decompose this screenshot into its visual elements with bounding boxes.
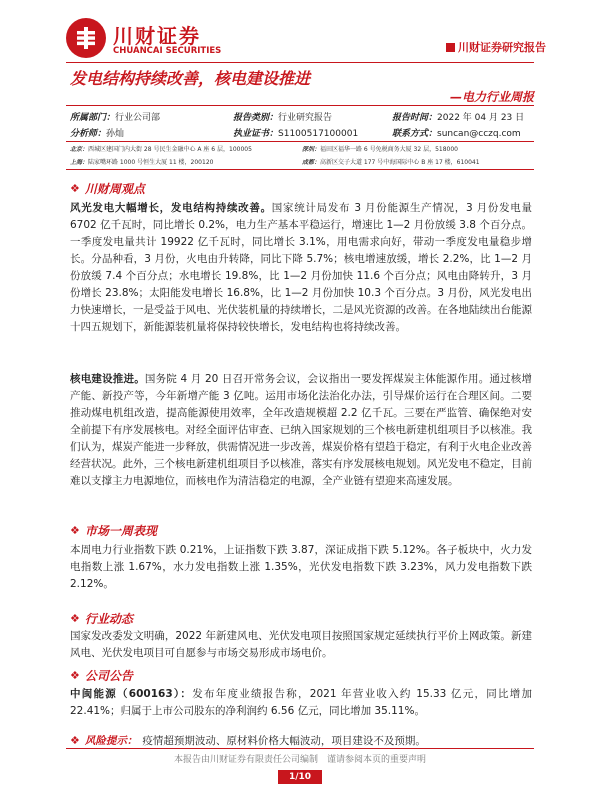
dept-label: 所属部门： [70, 113, 116, 123]
brand-name-en: CHUANCAI SECURITIES [113, 46, 222, 56]
cert-value: S1100517100001 [278, 129, 359, 139]
analyst-label: 分析师： [70, 129, 107, 139]
paragraph-body: 国务院 4 月 20 日召开常务会议，会议指出一要发挥煤炭主体能源作用。通过核增产能、新投产等，今年新增产能 3 亿吨。运用市场化法治化办法，引导煤价运行在合理区间。二要推动煤电机组改造，提高能源使用效率，全年改造规模超 2.2 亿千瓦。三要在严监管、确保绝对安全前提下有序发展核电。对经全面评估审查、已纳入国家规划的三个核电新建机组项目予以核准。我们认为，煤炭产能进一步释放，供需情况进一步改善，煤炭价格有望趋于稳定，有利于火电企业改善经营状况。此外，三个核电新建机组项目予以核准，落实有序发展核电规划。风光发电不稳定，目前难以支撑主力电源地位，而核电作为清洁稳定的电源，全产业链有望迎来高速发展。 [70, 373, 533, 487]
disclaimer: 本报告由川财证券有限责任公司编制 谨请参阅本页的重要声明 [173, 755, 426, 765]
title-divider [66, 105, 534, 106]
paragraph-lead: 核电建设推进。 [70, 373, 145, 385]
paragraph-lead: 风光发电大幅增长，发电结构持续改善。 [70, 202, 272, 214]
type-label: 报告类别： [233, 113, 279, 123]
diamond-icon: ❖ [70, 669, 80, 682]
section-industry-news [70, 610, 133, 627]
type-value: 行业研究报告 [278, 113, 333, 123]
report-title: 发电结构持续改善，核电建设推进 [70, 69, 311, 88]
shanghai-label: 上海： [70, 159, 89, 166]
footer-divider [66, 748, 534, 749]
report-tag [446, 39, 546, 55]
time-value: 2022 年 04 月 23 日 [437, 113, 525, 123]
page-number: 1/10 [278, 770, 322, 784]
section-company-announcements [70, 667, 133, 684]
chengdu-label: 成都： [302, 159, 321, 166]
shenzhen-label: 深圳： [302, 146, 321, 153]
section-weekly-view [70, 180, 145, 197]
beijing-address: 西城区建国门内大街 28 号民生金融中心 A 座 6 层，100005 [88, 146, 252, 153]
report-tag-label: 川财证券研究报告 [458, 41, 546, 54]
chengdu-address: 高新区交子大道 177 号中海国际中心 B 座 17 楼，610041 [320, 159, 480, 166]
paragraph-body: 国家统计局发布 3 月份能源生产情况，3 月份发电量 6702 亿千瓦时，同比增长 0.2%，电力生产基本平稳运行，增速比 1—2 月份放缓 3.8 个百分点。一季度发电量共计 19922 亿千瓦时，同比增长 3.1%，用电需求向好，带动一季度发电量稳步增长。分品种看，3 月份，火电由升转降，同比下降 5.7%；核电增速放缓，增长 2.2%，比 1—2 月份放缓 7.4 个百分点；水电增长 19.8%，比 1—2 月份加快 11.6 个百分点；风电由降转升，3 月份增长 23.8%；太阳能发电增长 16.8%，比 1—2 月份加快 10.3 个百分点。3 月份，风光发电出力快速增长，一是受益于风电、光伏装机量的持续增长，二是风光资源的改善。在各地陆续出台能源十四五规划下，新能源装机量将保持较快增长，发电结构也将持续改善。 [70, 202, 533, 333]
report-subtitle: —电力行业周报 [449, 90, 534, 104]
report-header [66, 14, 546, 66]
time-label: 报告时间： [392, 113, 438, 123]
risk-label: 风险提示： [84, 735, 138, 747]
header-divider [66, 62, 534, 63]
section-title: 行业动态 [84, 612, 133, 626]
beijing-label: 北京： [70, 146, 89, 153]
paragraph-company [70, 686, 532, 720]
diamond-icon: ❖ [70, 734, 80, 747]
contact-label: 联系方式： [392, 129, 438, 139]
paragraph-market [70, 542, 532, 593]
shanghai-address: 陆家嘴环路 1000 号恒生大厦 11 楼，200120 [88, 159, 214, 166]
section-market-performance [70, 522, 157, 539]
brand-name-cn: 川财证券 [113, 24, 201, 48]
paragraph-body: 国家发改委发文明确，2022 年新建风电、光伏发电项目按照国家规定延续执行平价上网政策。新建风电、光伏发电项目可自愿参与市场交易形成市场电价。 [70, 630, 532, 659]
analyst-value: 孙灿 [106, 129, 125, 139]
paragraph-power-structure [70, 200, 532, 336]
meta-divider [66, 141, 534, 142]
diamond-icon: ❖ [70, 524, 80, 537]
section-title: 公司公告 [84, 669, 133, 683]
contact-value: suncan@cczq.com [437, 129, 521, 139]
cert-label: 执业证书： [233, 129, 279, 139]
paragraph-body: 发布年度业绩报告称，2021 年营业收入约 15.33 亿元，同比增加 22.41%；归属于上市公司股东的净利润约 6.56 亿元，同比增加 35.11%。 [70, 688, 533, 717]
diamond-icon: ❖ [70, 182, 80, 195]
company-name: 中闽能源（600163）： [70, 688, 193, 700]
section-title: 川财周观点 [84, 182, 145, 196]
square-icon [446, 43, 455, 52]
paragraph-body: 本周电力行业指数下跌 0.21%，上证指数下跌 3.87，深证成指下跌 5.12%。各子板块中，火力发电指数上涨 1.67%，水力发电指数上涨 1.35%，光伏发电指数下跌 3.23%，风力发电指数下跌 2.12%。 [70, 544, 532, 590]
diamond-icon: ❖ [70, 612, 80, 625]
paragraph-nuclear [70, 371, 532, 490]
address-divider [66, 169, 534, 170]
section-title: 市场一周表现 [84, 524, 157, 538]
shenzhen-address: 福田区福华一路 6 号免税商务大厦 32 层，518000 [320, 146, 459, 153]
risk-warning [70, 733, 532, 748]
logo-icon [66, 18, 106, 58]
paragraph-industry [70, 628, 532, 662]
risk-text: 疫情超预期波动、原材料价格大幅波动，项目建设不及预期。 [142, 735, 426, 747]
dept-value: 行业公司部 [115, 113, 161, 123]
